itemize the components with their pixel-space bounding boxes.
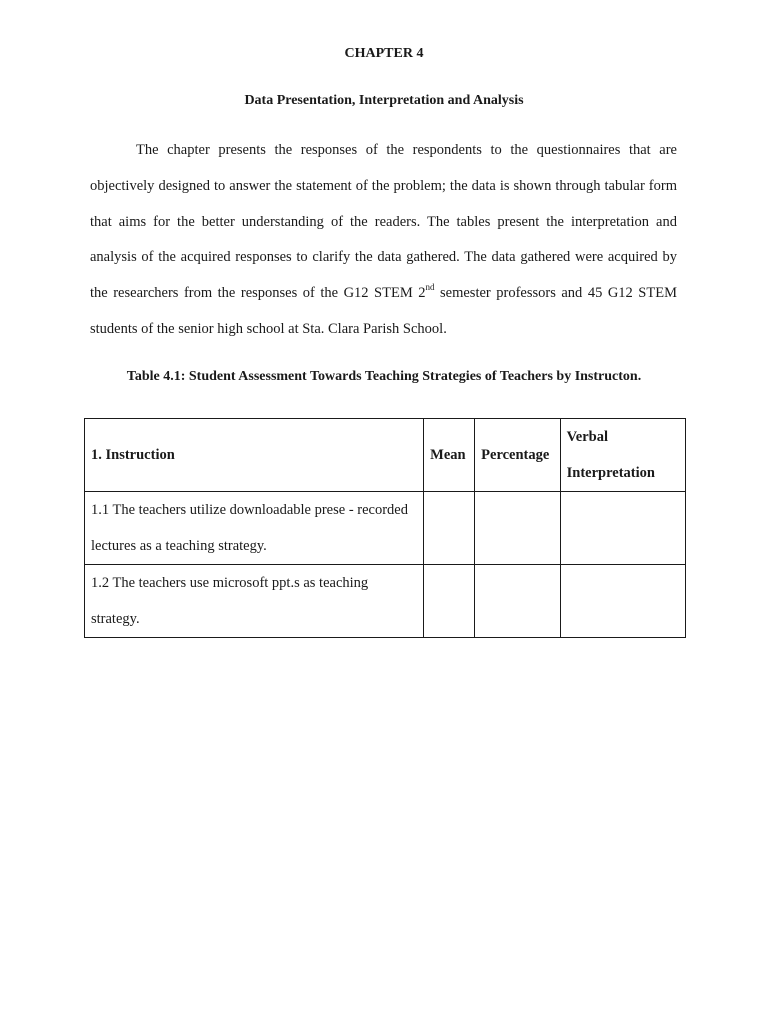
row-mean-cell [424,492,475,565]
row-item-text: 1.1 The teachers utilize downloadable prese - recorded lectures as a teaching strategy. [85,492,424,565]
table-header-row [85,419,686,492]
header-percentage: Percentage [475,419,560,492]
table-caption: Table 4.1: Student Assessment Towards Teaching Strategies of Teachers by Instructon. [126,369,642,384]
header-verbal-line1: Verbal [566,429,608,445]
header-mean: Mean [424,419,475,492]
paragraph-text-end: semester professors and 45 G12 STEM students of the senior high school at Sta. Clara Parish School. [90,285,677,337]
intro-paragraph [90,133,677,348]
header-instruction: 1. Instruction [85,419,424,492]
table-row [85,565,686,638]
row-verbal-cell [560,565,685,638]
paragraph-text-start: The chapter presents the responses of the respondents to the questionnaires that are objectively designed to answer the statement of the problem; the data is shown through tabular form that aims for the better understanding of the readers. The tables present the interpretation and analysis of the acquired responses to clarify the data gathered. The data gathered were acquired by the researchers from the responses of the G12 STEM 2 [90,142,677,302]
row-mean-cell [424,565,475,638]
assessment-table [84,418,686,638]
chapter-heading: CHAPTER 4 [344,46,424,61]
header-verbal-line2: Interpretation [566,465,655,481]
row-verbal-cell [560,492,685,565]
header-verbal-interpretation [560,419,685,492]
ordinal-superscript: nd [425,282,435,293]
row-percentage-cell [475,565,560,638]
row-percentage-cell [475,492,560,565]
chapter-title: Data Presentation, Interpretation and Analysis [244,93,524,108]
table-row [85,492,686,565]
row-item-text: 1.2 The teachers use microsoft ppt.s as teaching strategy. [85,565,424,638]
